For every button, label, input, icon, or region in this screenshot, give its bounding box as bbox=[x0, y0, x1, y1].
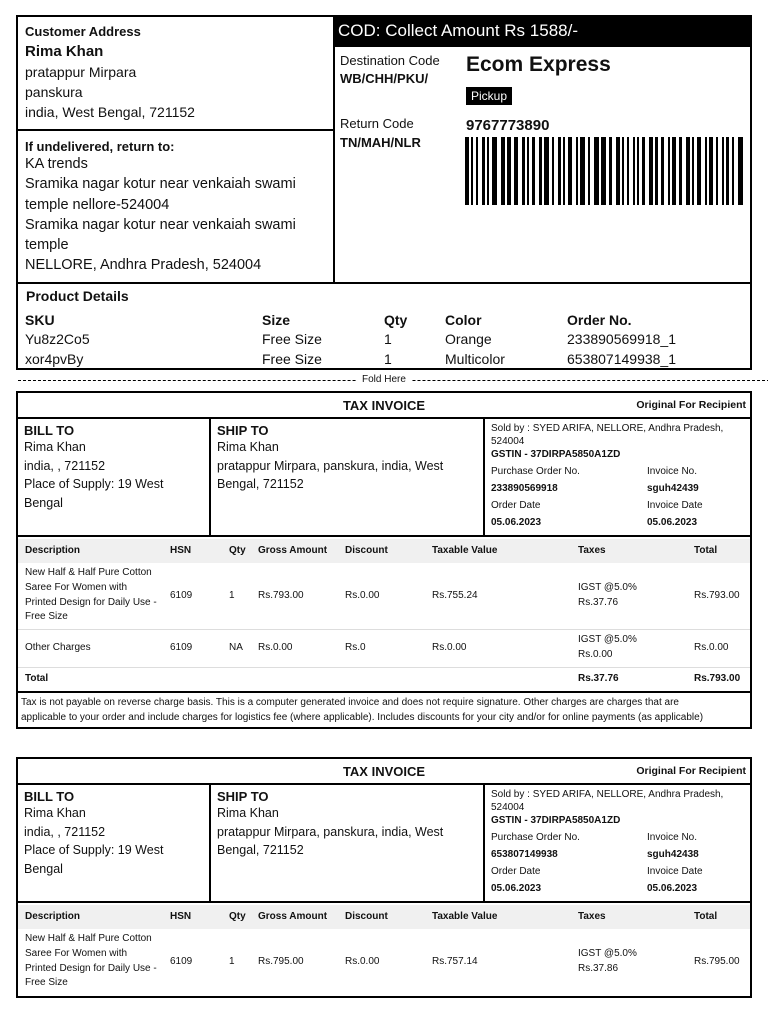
barcode-bar bbox=[672, 137, 676, 205]
barcode-bar bbox=[576, 137, 578, 205]
purchase-order-label: Purchase Order No. bbox=[491, 832, 580, 843]
ship-to-title: SHIP TO bbox=[217, 423, 269, 438]
barcode-bar bbox=[558, 137, 561, 205]
item-discount: Rs.0 bbox=[345, 642, 366, 653]
customer-name: Rima Khan bbox=[25, 43, 104, 60]
barcode-bar bbox=[588, 137, 590, 205]
col-description: Description bbox=[25, 911, 81, 922]
barcode-bar bbox=[732, 137, 734, 205]
product-order-no: 653807149938_1 bbox=[567, 351, 677, 367]
item-description bbox=[25, 566, 157, 625]
customer-address-box bbox=[16, 15, 335, 131]
item-description-line: Free Size bbox=[25, 611, 68, 623]
size-header: Size bbox=[262, 312, 291, 328]
order-no-header: Order No. bbox=[567, 312, 632, 328]
cod-amount-banner: COD: Collect Amount Rs 1588/- bbox=[334, 15, 752, 47]
item-total: Rs.0.00 bbox=[694, 642, 729, 653]
item-tax-rate: IGST @5.0% bbox=[578, 582, 637, 593]
return-address-line: Sramika nagar kotur near venkaiah swami bbox=[25, 216, 296, 233]
gstin: GSTIN - 37DIRPA5850A1ZD bbox=[491, 815, 621, 826]
sold-by-section bbox=[485, 419, 750, 535]
barcode-bar bbox=[668, 137, 670, 205]
barcode-bar bbox=[492, 137, 497, 205]
barcode-bar bbox=[594, 137, 599, 205]
bill-to-line: Bengal bbox=[24, 495, 63, 510]
barcode-bar bbox=[563, 137, 565, 205]
product-size: Free Size bbox=[262, 351, 322, 367]
barcode-bar bbox=[726, 137, 729, 205]
item-description-line: New Half & Half Pure Cotton bbox=[25, 567, 152, 578]
item-description-line: Free Size bbox=[25, 977, 68, 989]
col-hsn: HSN bbox=[170, 911, 192, 922]
item-description-line: Saree For Women with bbox=[25, 581, 128, 593]
barcode-bar bbox=[487, 137, 489, 205]
barcode-bar bbox=[609, 137, 612, 205]
item-description bbox=[25, 932, 157, 991]
item-tax-amount: Rs.0.00 bbox=[578, 649, 613, 660]
item-qty: 1 bbox=[229, 590, 235, 601]
product-order-no: 233890569918_1 bbox=[567, 331, 677, 347]
product-color: Orange bbox=[445, 331, 492, 347]
barcode-bar bbox=[738, 137, 743, 205]
col-description: Description bbox=[25, 545, 81, 556]
return-address-line: temple nellore-524004 bbox=[25, 196, 170, 213]
barcode-bar bbox=[716, 137, 718, 205]
sold-by-section bbox=[485, 785, 750, 901]
invoice-date: 05.06.2023 bbox=[647, 517, 698, 528]
barcode-bar bbox=[616, 137, 620, 205]
item-hsn: 6109 bbox=[170, 956, 193, 967]
order-date-label: Order Date bbox=[491, 500, 541, 511]
table-row bbox=[18, 629, 750, 667]
order-date: 05.06.2023 bbox=[491, 883, 542, 894]
item-description: Other Charges bbox=[25, 642, 91, 653]
invoice-items-table bbox=[18, 539, 750, 691]
col-total: Total bbox=[694, 911, 718, 922]
col-taxable-value: Taxable Value bbox=[432, 911, 498, 922]
sold-by-line: 524004 bbox=[491, 436, 525, 447]
item-tax-rate: IGST @5.0% bbox=[578, 948, 637, 959]
fold-here-label: Fold Here bbox=[356, 374, 412, 385]
tax-invoice bbox=[16, 391, 752, 729]
ship-to-section bbox=[211, 419, 485, 535]
barcode-bar bbox=[705, 137, 707, 205]
gstin: GSTIN - 37DIRPA5850A1ZD bbox=[491, 449, 621, 460]
invoice-date-label: Invoice Date bbox=[647, 500, 703, 511]
item-taxable: Rs.755.24 bbox=[432, 590, 478, 601]
item-gross: Rs.793.00 bbox=[258, 590, 304, 601]
items-header-row bbox=[18, 539, 750, 563]
return-address-line: NELLORE, Andhra Pradesh, 524004 bbox=[25, 257, 262, 274]
barcode-bar bbox=[501, 137, 505, 205]
barcode-bar bbox=[622, 137, 624, 205]
bill-to-line: Place of Supply: 19 West bbox=[24, 843, 164, 857]
barcode-bar bbox=[601, 137, 606, 205]
courier-name: Ecom Express bbox=[466, 53, 611, 76]
item-total: Rs.793.00 bbox=[694, 590, 740, 601]
sold-by-line: 524004 bbox=[491, 802, 525, 813]
barcode-bar bbox=[476, 137, 478, 205]
sold-by-line: Sold by : SYED ARIFA, NELLORE, Andhra Pradesh, bbox=[491, 789, 724, 800]
destination-code: WB/CHH/PKU/ bbox=[340, 71, 429, 86]
invoice-footnote bbox=[18, 691, 750, 727]
purchase-order-no: 233890569918 bbox=[491, 483, 558, 494]
item-qty: 1 bbox=[229, 956, 235, 967]
barcode-bar bbox=[722, 137, 724, 205]
barcode-bar bbox=[471, 137, 473, 205]
bill-to-title: BILL TO bbox=[24, 789, 75, 804]
col-hsn: HSN bbox=[170, 545, 192, 556]
item-description-line: Printed Design for Daily Use - bbox=[25, 962, 157, 974]
bill-to-title: BILL TO bbox=[24, 423, 75, 438]
item-taxable: Rs.757.14 bbox=[432, 956, 478, 967]
product-qty: 1 bbox=[384, 331, 392, 347]
purchase-order-label: Purchase Order No. bbox=[491, 466, 580, 477]
invoice-items-table bbox=[18, 905, 750, 995]
invoice-no: sguh42438 bbox=[647, 849, 699, 860]
awb-barcode bbox=[465, 137, 745, 205]
item-qty: NA bbox=[229, 642, 243, 653]
awb-number: 9767773890 bbox=[466, 117, 550, 134]
barcode-bar bbox=[522, 137, 525, 205]
col-gross-amount: Gross Amount bbox=[258, 911, 328, 922]
ship-to-line: pratappur Mirpara, panskura, india, West bbox=[217, 458, 444, 473]
barcode-bar bbox=[507, 137, 511, 205]
invoice-title: TAX INVOICE bbox=[342, 398, 426, 413]
original-for-recipient: Original For Recipient bbox=[636, 765, 746, 777]
item-description-line: Saree For Women with bbox=[25, 947, 128, 959]
ship-to-line: Bengal, 721152 bbox=[217, 477, 304, 491]
barcode-bar bbox=[552, 137, 554, 205]
col-discount: Discount bbox=[345, 545, 388, 556]
return-address-title: If undelivered, return to: bbox=[25, 139, 175, 154]
total-amount: Rs.793.00 bbox=[694, 673, 741, 684]
order-date-label: Order Date bbox=[491, 866, 541, 877]
total-label: Total bbox=[25, 673, 49, 684]
barcode-bar bbox=[697, 137, 701, 205]
barcode-bar bbox=[655, 137, 658, 205]
return-code: TN/MAH/NLR bbox=[340, 135, 421, 150]
barcode-bar bbox=[532, 137, 535, 205]
barcode-bar bbox=[709, 137, 713, 205]
product-sku: xor4pvBy bbox=[25, 351, 84, 367]
table-row bbox=[18, 563, 750, 629]
footnote-line: applicable to your order and include charges for logistics fee (where applicable). Includes discounts for your city and/or for online payments (as applicable) bbox=[21, 712, 704, 723]
customer-address-title: Customer Address bbox=[25, 24, 141, 39]
ship-to-line: Rima Khan bbox=[217, 806, 279, 820]
item-discount: Rs.0.00 bbox=[345, 956, 380, 967]
product-sku: Yu8z2Co5 bbox=[25, 331, 90, 347]
col-total: Total bbox=[694, 545, 718, 556]
invoice-no: sguh42439 bbox=[647, 483, 699, 494]
item-gross: Rs.0.00 bbox=[258, 642, 293, 653]
barcode-bar bbox=[661, 137, 664, 205]
ship-to-line: Rima Khan bbox=[217, 440, 279, 454]
footnote-line: Tax is not payable on reverse charge basis. This is a computer generated invoice and does not require signature. Other charges are charges that are bbox=[21, 697, 679, 708]
barcode-bar bbox=[539, 137, 542, 205]
col-discount: Discount bbox=[345, 911, 388, 922]
bill-to-line: Place of Supply: 19 West bbox=[24, 477, 164, 491]
item-tax-rate: IGST @5.0% bbox=[578, 634, 637, 645]
product-size: Free Size bbox=[262, 331, 322, 347]
barcode-bar bbox=[637, 137, 639, 205]
item-tax-amount: Rs.37.76 bbox=[578, 597, 619, 608]
total-row bbox=[18, 667, 750, 689]
col-taxes: Taxes bbox=[578, 911, 606, 922]
bill-to-line: india, , 721152 bbox=[24, 824, 106, 839]
bill-to-line: Rima Khan bbox=[24, 806, 86, 820]
ship-to-line: pratappur Mirpara, panskura, india, West bbox=[217, 824, 444, 839]
return-address-line: KA trends bbox=[25, 156, 88, 172]
barcode-bar bbox=[679, 137, 682, 205]
product-qty: 1 bbox=[384, 351, 392, 367]
invoice-date: 05.06.2023 bbox=[647, 883, 698, 894]
item-discount: Rs.0.00 bbox=[345, 590, 380, 601]
return-address-line: Sramika nagar kotur near venkaiah swami bbox=[25, 176, 296, 193]
invoice-date-label: Invoice Date bbox=[647, 866, 703, 877]
barcode-bar bbox=[633, 137, 635, 205]
bill-to-line: Rima Khan bbox=[24, 440, 86, 454]
original-for-recipient: Original For Recipient bbox=[636, 399, 746, 411]
invoice-parties bbox=[18, 785, 750, 903]
ship-to-line: Bengal, 721152 bbox=[217, 843, 304, 857]
bill-to-section bbox=[18, 785, 211, 901]
barcode-bar bbox=[514, 137, 518, 205]
product-color: Multicolor bbox=[445, 351, 505, 367]
table-row bbox=[18, 929, 750, 995]
sold-by-line: Sold by : SYED ARIFA, NELLORE, Andhra Pradesh, bbox=[491, 423, 724, 434]
item-description-line: Printed Design for Daily Use - bbox=[25, 596, 157, 608]
bill-to-section bbox=[18, 419, 211, 535]
item-hsn: 6109 bbox=[170, 642, 193, 653]
barcode-bar bbox=[649, 137, 653, 205]
order-date: 05.06.2023 bbox=[491, 517, 542, 528]
destination-code-label: Destination Code bbox=[340, 53, 440, 68]
product-details-title: Product Details bbox=[26, 288, 129, 304]
col-qty: Qty bbox=[229, 911, 246, 922]
items-header-row bbox=[18, 905, 750, 929]
invoice-no-label: Invoice No. bbox=[647, 466, 698, 477]
item-description-line: New Half & Half Pure Cotton bbox=[25, 933, 152, 944]
barcode-bar bbox=[686, 137, 690, 205]
barcode-bar bbox=[568, 137, 572, 205]
barcode-bar bbox=[465, 137, 469, 205]
col-gross-amount: Gross Amount bbox=[258, 545, 328, 556]
pickup-badge: Pickup bbox=[466, 87, 512, 105]
barcode-bar bbox=[692, 137, 694, 205]
col-taxes: Taxes bbox=[578, 545, 606, 556]
col-qty: Qty bbox=[229, 545, 246, 556]
barcode-bar bbox=[642, 137, 645, 205]
bill-to-line: Bengal bbox=[24, 861, 63, 876]
col-taxable-value: Taxable Value bbox=[432, 545, 498, 556]
item-taxable: Rs.0.00 bbox=[432, 642, 467, 653]
return-address-line: temple bbox=[25, 237, 69, 254]
barcode-bar bbox=[544, 137, 549, 205]
invoice-parties bbox=[18, 419, 750, 537]
item-hsn: 6109 bbox=[170, 590, 193, 601]
barcode-bar bbox=[482, 137, 485, 205]
invoice-header bbox=[18, 759, 750, 785]
return-address-box bbox=[16, 129, 335, 284]
invoice-no-label: Invoice No. bbox=[647, 832, 698, 843]
color-header: Color bbox=[445, 312, 482, 328]
return-code-label: Return Code bbox=[340, 116, 414, 131]
customer-address-line: india, West Bengal, 721152 bbox=[25, 104, 195, 120]
tax-invoice bbox=[16, 757, 752, 998]
barcode-bar bbox=[527, 137, 529, 205]
customer-address-line: panskura bbox=[25, 84, 83, 100]
item-tax-amount: Rs.37.86 bbox=[578, 963, 619, 974]
total-tax: Rs.37.76 bbox=[578, 673, 619, 684]
barcode-bar bbox=[580, 137, 585, 205]
bill-to-line: india, , 721152 bbox=[24, 458, 106, 473]
barcode-bar bbox=[627, 137, 629, 205]
invoice-title: TAX INVOICE bbox=[342, 764, 426, 779]
customer-address-line: pratappur Mirpara bbox=[25, 64, 137, 80]
item-total: Rs.795.00 bbox=[694, 956, 740, 967]
item-gross: Rs.795.00 bbox=[258, 956, 304, 967]
invoice-header bbox=[18, 393, 750, 419]
purchase-order-no: 653807149938 bbox=[491, 849, 558, 860]
ship-to-title: SHIP TO bbox=[217, 789, 269, 804]
sku-header: SKU bbox=[25, 312, 55, 328]
qty-header: Qty bbox=[384, 312, 408, 328]
ship-to-section bbox=[211, 785, 485, 901]
